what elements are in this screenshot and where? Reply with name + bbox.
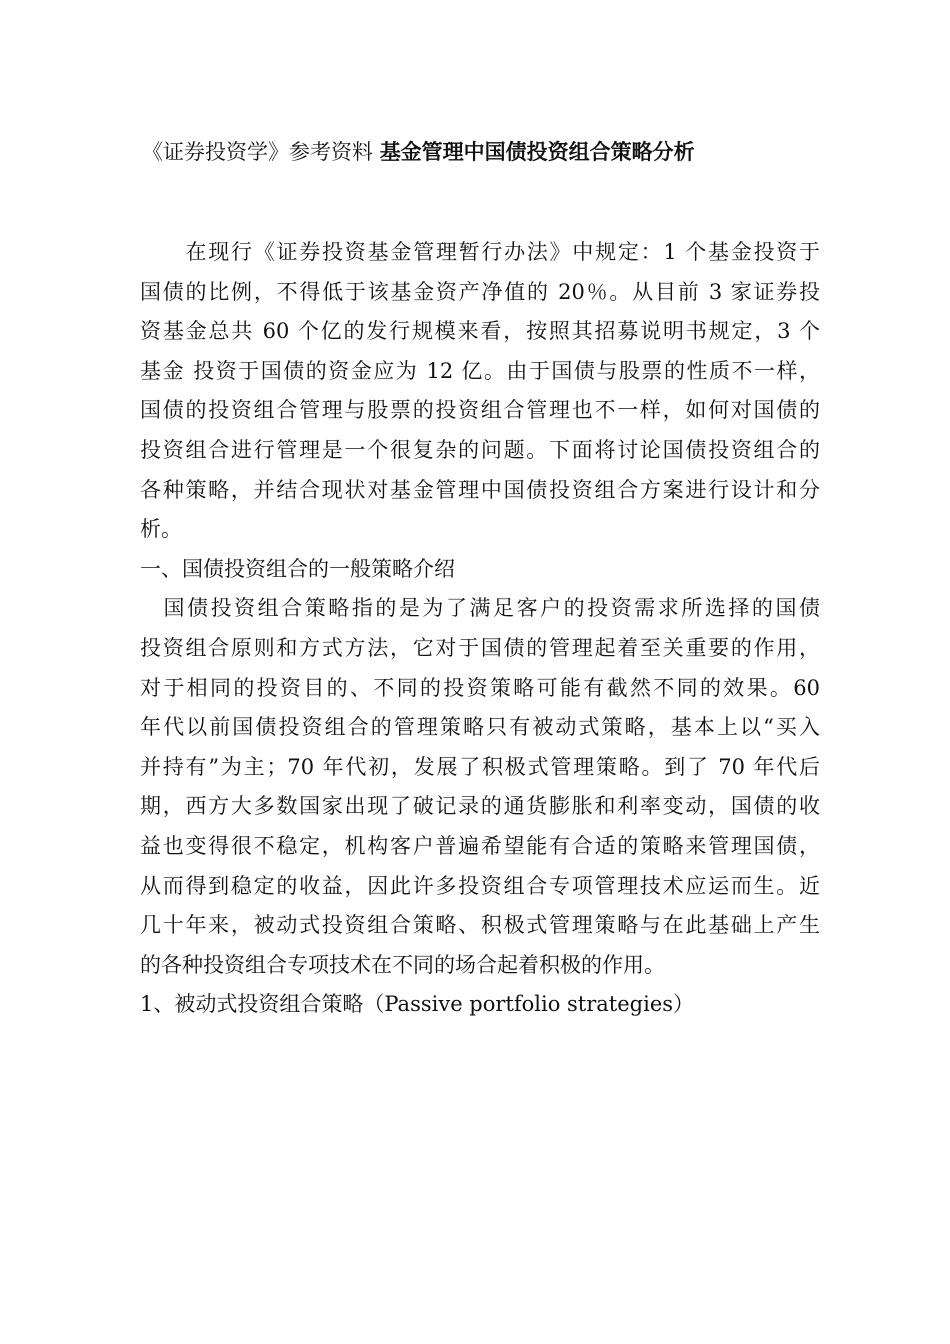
paragraph-line: 几十年来，被动式投资组合策略、积极式管理策略与在此基础上产生 xyxy=(140,913,820,938)
document-title xyxy=(142,136,842,168)
paragraph-line: 从而得到稳定的收益，因此许多投资组合专项管理技术应运而生。近 xyxy=(140,873,820,898)
title-main: 基金管理中国债投资组合策略分析 xyxy=(379,140,695,164)
paragraph-line: 对于相同的投资目的、不同的投资策略可能有截然不同的效果。60 xyxy=(140,675,820,700)
paragraph-line: 投资组合原则和方式方法，它对于国债的管理起着至关重要的作用， xyxy=(140,635,820,660)
paragraph-line: 的各种投资组合专项技术在不同的场合起着积极的作用。 xyxy=(140,952,665,977)
document-body xyxy=(140,233,820,1025)
paragraph-line: 析。 xyxy=(140,517,182,542)
paragraph-line: 并持有”为主；70 年代初，发展了积极式管理策略。到了 70 年代后 xyxy=(140,754,820,779)
paragraph-line: 各种策略，并结合现状对基金管理中国债投资组合方案进行设计和分 xyxy=(140,477,820,502)
paragraph-line: 基金 投资于国债的资金应为 12 亿。由于国债与股票的性质不一样， xyxy=(140,358,820,383)
paragraph-line: 资基金总共 60 个亿的发行规模来看，按照其招募说明书规定，3 个 xyxy=(140,319,820,344)
title-prefix: 《证券投资学》参考资料 xyxy=(142,140,380,164)
paragraph-line: 投资组合进行管理是一个很复杂的问题。下面将讨论国债投资组合的 xyxy=(140,437,820,462)
paragraph-line: 年代以前国债投资组合的管理策略只有被动式策略，基本上以“买入 xyxy=(140,715,820,740)
section-heading: 一、国债投资组合的一般策略介绍 xyxy=(140,556,455,581)
paragraph-line: 国债投资组合策略指的是为了满足客户的投资需求所选择的国债 xyxy=(140,596,820,621)
paragraph-line: 国债的投资组合管理与股票的投资组合管理也不一样，如何对国债的 xyxy=(140,398,820,423)
paragraph-line: 国债的比例，不得低于该基金资产净值的 20％。从目前 3 家证券投 xyxy=(140,279,820,304)
subsection-heading: 1、被动式投资组合策略（Passive portfolio strategies） xyxy=(140,992,695,1017)
paragraph-line: 益也变得很不稳定，机构客户普遍希望能有合适的策略来管理国债， xyxy=(140,833,820,858)
paragraph-line: 在现行《证券投资基金管理暂行办法》中规定：1 个基金投资于 xyxy=(140,240,820,264)
paragraph-line: 期，西方大多数国家出现了破记录的通货膨胀和利率变动，国债的收 xyxy=(140,794,820,819)
